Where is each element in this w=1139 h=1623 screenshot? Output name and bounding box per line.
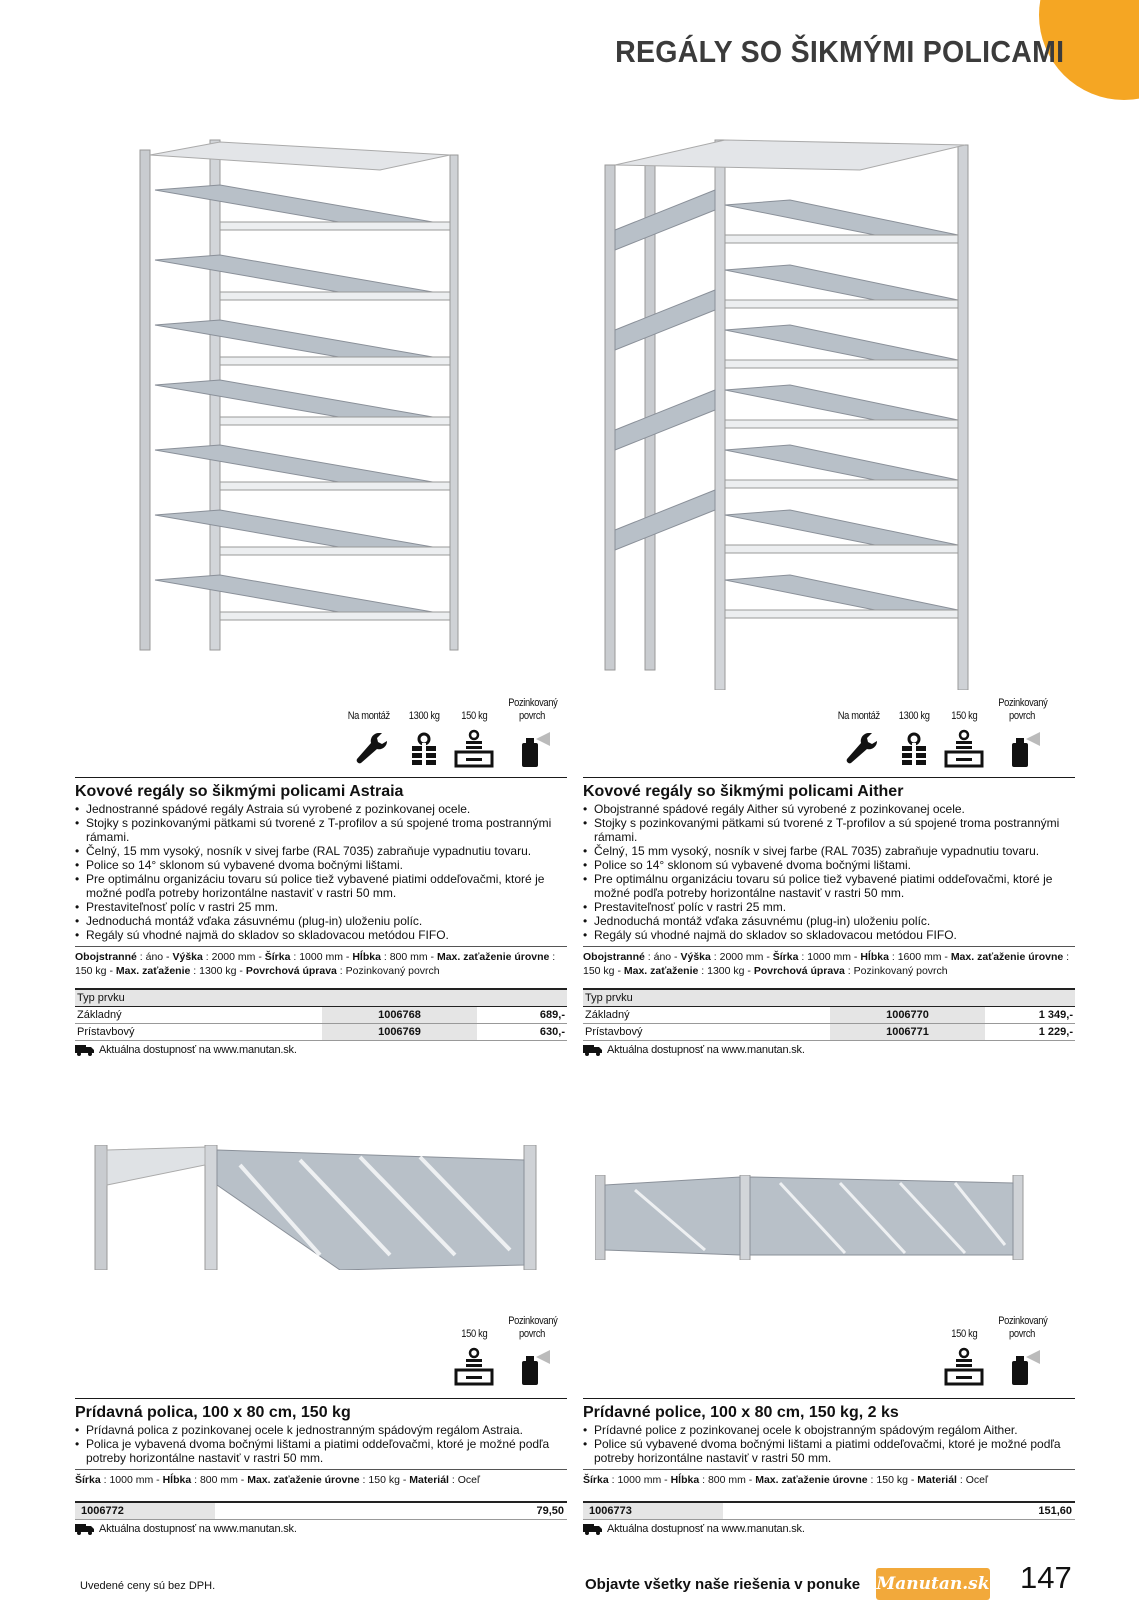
spec-value: áno bbox=[653, 951, 672, 963]
feature-item: • Prestaviteľnosť políc v rastri 25 mm. bbox=[583, 900, 1075, 914]
spec-line: Šírka : 1000 mm - Hĺbka : 800 mm - Max. zaťaženie úrovne : 150 kg - Materiál : Oceľ bbox=[583, 1469, 1075, 1487]
item-price: 151,60 bbox=[1038, 1505, 1072, 1517]
item-code[interactable]: 1006771 bbox=[830, 1024, 985, 1041]
feature-item: • Prídavná polica z pozinkovanej ocele k jednostranným spádovým regálom Astraia. bbox=[75, 1423, 567, 1437]
assembly-label: Na montáž bbox=[348, 710, 391, 722]
shelf-illustration bbox=[595, 1175, 1025, 1260]
spec-key: Obojstranné bbox=[75, 951, 137, 963]
page-title: REGÁLY SO ŠIKMÝMI POLICAMI bbox=[614, 34, 1064, 69]
finish-feature bbox=[504, 697, 560, 769]
rack-illustration bbox=[130, 130, 460, 660]
feature-item: • Prestaviteľnosť políc v rastri 25 mm. bbox=[75, 900, 567, 914]
spec-key: Šírka bbox=[75, 1474, 101, 1486]
shelf-load-icon bbox=[454, 1347, 494, 1387]
item-type: Prístavbový bbox=[583, 1024, 830, 1041]
max-load-label: 1300 kg bbox=[898, 710, 930, 722]
item-price: 630,- bbox=[477, 1024, 567, 1041]
item-type: Prístavbový bbox=[75, 1024, 322, 1041]
item-price: 689,- bbox=[477, 1007, 567, 1024]
availability-note bbox=[583, 1523, 1075, 1535]
availability-link[interactable]: Aktuálna dostupnosť na www.manutan.sk. bbox=[99, 1044, 297, 1056]
product-title: Kovové regály so šikmými policami Astraia bbox=[75, 783, 404, 800]
truck-icon bbox=[583, 1045, 602, 1056]
finish-label: Pozinkovaný povrch bbox=[998, 697, 1048, 722]
spray-can-icon bbox=[512, 1347, 552, 1387]
shelf-load-icon bbox=[944, 1347, 984, 1387]
shelf-illustration bbox=[90, 1145, 540, 1270]
table-header: Typ prvku bbox=[75, 989, 567, 1007]
spec-key: Max. zaťaženie bbox=[623, 965, 699, 977]
spec-value: 150 kg bbox=[75, 965, 107, 977]
spec-value: 800 mm bbox=[389, 951, 428, 963]
feature-item: • Pre optimálnu organizáciu tovaru sú police tiež vybavené piatimi oddeľovačmi, ktoré je možné podľa potreby horizontálne nastaviť v rastri 50 mm. bbox=[75, 872, 567, 900]
table-row bbox=[583, 1024, 1075, 1041]
table-row bbox=[583, 1501, 1075, 1520]
availability-note bbox=[75, 1044, 567, 1056]
item-code[interactable]: 1006768 bbox=[322, 1007, 477, 1024]
spec-value: Oceľ bbox=[965, 1474, 989, 1486]
weight-stack-icon bbox=[404, 729, 444, 769]
shelf-load-icon bbox=[944, 729, 984, 769]
feature-item: • Jednoduchá montáž vďaka zásuvnému (plug-in) uloženiu políc. bbox=[583, 914, 1075, 928]
product-aither bbox=[583, 777, 1075, 1056]
item-code[interactable]: 1006772 bbox=[75, 1503, 215, 1519]
price-table bbox=[75, 988, 567, 1041]
product-title: Prídavná polica, 100 x 80 cm, 150 kg bbox=[75, 1404, 351, 1421]
spec-value: 1300 kg bbox=[199, 965, 237, 977]
table-header: Typ prvku bbox=[583, 989, 1075, 1007]
item-code[interactable]: 1006769 bbox=[322, 1024, 477, 1041]
shelf-image-astraia bbox=[90, 1145, 540, 1270]
rack-illustration bbox=[600, 130, 1010, 690]
item-code[interactable]: 1006773 bbox=[583, 1503, 723, 1519]
spec-key: Šírka bbox=[264, 951, 291, 963]
spec-key: Výška bbox=[172, 951, 203, 963]
level-load-label: 150 kg bbox=[460, 1328, 488, 1340]
finish-label: Pozinkovaný povrch bbox=[998, 1315, 1048, 1340]
finish-feature bbox=[504, 1315, 560, 1387]
table-row bbox=[75, 1007, 567, 1024]
product-shelf-astraia bbox=[75, 1398, 567, 1535]
spec-key: Max. zaťaženie úrovne bbox=[436, 951, 550, 963]
feature-item: • Jednostranné spádové regály Astraia sú vyrobené z pozinkovanej ocele. bbox=[75, 802, 567, 816]
divider bbox=[75, 1398, 567, 1399]
spec-key: Povrchová úprava bbox=[245, 965, 337, 977]
product-astraia bbox=[75, 777, 567, 1056]
product-icons bbox=[810, 697, 1050, 769]
spec-value: 1000 mm bbox=[299, 951, 343, 963]
availability-link[interactable]: Aktuálna dostupnosť na www.manutan.sk. bbox=[607, 1523, 805, 1535]
spec-key: Materiál bbox=[409, 1474, 449, 1486]
brand-logo[interactable]: Manutan.sk bbox=[876, 1568, 990, 1600]
spec-key: Obojstranné bbox=[583, 951, 645, 963]
max-load-label: 1300 kg bbox=[408, 710, 440, 722]
item-price: 1 229,- bbox=[985, 1024, 1075, 1041]
item-code[interactable]: 1006770 bbox=[830, 1007, 985, 1024]
page-number: 147 bbox=[1020, 1560, 1072, 1595]
level-load-feature bbox=[944, 710, 984, 769]
spec-value: Oceľ bbox=[457, 1474, 481, 1486]
spec-key: Max. zaťaženie bbox=[115, 965, 191, 977]
feature-item: • Regály sú vhodné najmä do skladov so skladovacou metódou FIFO. bbox=[583, 928, 1075, 942]
feature-item: • Police sú vybavené dvoma bočnými lištami a piatimi oddeľovačmi, ktoré je možné podľa potreby horizontálne nastaviť v rastri 50 mm. bbox=[583, 1437, 1075, 1465]
spec-value: áno bbox=[145, 951, 164, 963]
feature-item: • Police so 14° sklonom sú vybavené dvoma bočnými lištami. bbox=[583, 858, 1075, 872]
wrench-icon bbox=[839, 729, 879, 769]
truck-icon bbox=[583, 1524, 602, 1535]
spec-value: 800 mm bbox=[707, 1474, 746, 1486]
spec-key: Hĺbka bbox=[670, 1474, 700, 1486]
feature-list bbox=[583, 802, 1075, 942]
divider bbox=[583, 1398, 1075, 1399]
spec-line: Obojstranné : áno - Výška : 2000 mm - Šírka : 1000 mm - Hĺbka : 800 mm - Max. zaťaženie úrovne : 150 kg - Max. zaťaženie : 1300 kg - Povrchová úprava : Pozinkovaný povrch bbox=[75, 946, 567, 978]
spec-value: 2000 mm bbox=[211, 951, 256, 963]
rack-image-aither bbox=[600, 130, 1010, 690]
spec-value: 1000 mm bbox=[807, 951, 851, 963]
spec-line: Obojstranné : áno - Výška : 2000 mm - Šírka : 1000 mm - Hĺbka : 1600 mm - Max. zaťaženie úrovne : 150 kg - Max. zaťaženie : 1300 kg - Povrchová úprava : Pozinkovaný povrch bbox=[583, 946, 1075, 978]
availability-note bbox=[583, 1044, 1075, 1056]
feature-list bbox=[75, 802, 567, 942]
spec-value: 1000 mm bbox=[617, 1474, 662, 1486]
spec-value: 2000 mm bbox=[719, 951, 764, 963]
feature-item: • Obojstranné spádové regály Aither sú vyrobené z pozinkovanej ocele. bbox=[583, 802, 1075, 816]
spec-key: Šírka bbox=[583, 1474, 609, 1486]
wrench-icon bbox=[349, 729, 389, 769]
spec-line: Šírka : 1000 mm - Hĺbka : 800 mm - Max. zaťaženie úrovne : 150 kg - Materiál : Oceľ bbox=[75, 1469, 567, 1487]
vat-note: Uvedené ceny sú bez DPH. bbox=[80, 1580, 216, 1592]
shelf-image-aither bbox=[595, 1175, 1025, 1260]
table-row bbox=[583, 1007, 1075, 1024]
finish-label: Pozinkovaný povrch bbox=[508, 1315, 558, 1340]
spec-value: Pozinkovaný povrch bbox=[853, 965, 948, 977]
spray-can-icon bbox=[512, 729, 552, 769]
finish-feature bbox=[994, 697, 1050, 769]
level-load-label: 150 kg bbox=[950, 1328, 978, 1340]
feature-item: • Polica je vybavená dvoma bočnými lištami a piatimi oddeľovačmi, ktoré je možné podľa potreby horizontálne nastaviť v rastri 50 mm. bbox=[75, 1437, 567, 1465]
level-load-label: 150 kg bbox=[950, 710, 978, 722]
finish-feature bbox=[994, 1315, 1050, 1387]
spec-key: Hĺbka bbox=[162, 1474, 192, 1486]
spec-value: 150 kg bbox=[876, 1474, 908, 1486]
assembly-feature bbox=[344, 710, 394, 769]
feature-item: • Pre optimálnu organizáciu tovaru sú police tiež vybavené piatimi oddeľovačmi, ktoré je možné podľa potreby horizontálne nastaviť v rastri 50 mm. bbox=[583, 872, 1075, 900]
feature-item: • Čelný, 15 mm vysoký, nosník v sivej farbe (RAL 7035) zabraňuje vypadnutiu tovaru. bbox=[75, 844, 567, 858]
spec-key: Hĺbka bbox=[352, 951, 381, 963]
max-load-feature bbox=[404, 710, 444, 769]
table-row bbox=[75, 1501, 567, 1520]
table-row bbox=[75, 1024, 567, 1041]
level-load-label: 150 kg bbox=[460, 710, 488, 722]
rack-image-astraia bbox=[130, 130, 460, 660]
spec-key: Šírka bbox=[772, 951, 799, 963]
max-load-feature bbox=[894, 710, 934, 769]
feature-item: • Jednoduchá montáž vďaka zásuvnému (plug-in) uloženiu políc. bbox=[75, 914, 567, 928]
shelf-load-icon bbox=[454, 729, 494, 769]
assembly-feature bbox=[834, 710, 884, 769]
availability-note bbox=[75, 1523, 567, 1535]
item-price: 79,50 bbox=[536, 1505, 564, 1517]
spec-key: Hĺbka bbox=[860, 951, 889, 963]
spec-key: Max. zaťaženie úrovne bbox=[755, 1474, 868, 1486]
spec-value: Pozinkovaný povrch bbox=[345, 965, 440, 977]
product-title: Prídavné police, 100 x 80 cm, 150 kg, 2 ks bbox=[583, 1404, 899, 1421]
spec-key: Max. zaťaženie úrovne bbox=[247, 1474, 360, 1486]
feature-item: • Prídavné police z pozinkovanej ocele k obojstranným spádovým regálom Aither. bbox=[583, 1423, 1075, 1437]
truck-icon bbox=[75, 1524, 94, 1535]
feature-item: • Stojky s pozinkovanými pätkami sú tvorené z T-profilov a sú spojené troma postrannými rámami. bbox=[75, 816, 567, 844]
product-icons bbox=[930, 1315, 1050, 1387]
level-load-feature bbox=[944, 1328, 984, 1387]
item-type: Základný bbox=[583, 1007, 830, 1024]
spec-key: Povrchová úprava bbox=[753, 965, 845, 977]
spec-value: 800 mm bbox=[199, 1474, 238, 1486]
weight-stack-icon bbox=[894, 729, 934, 769]
footer-cta: Objavte všetky naše riešenia v ponuke bbox=[585, 1576, 861, 1593]
spray-can-icon bbox=[1002, 1347, 1042, 1387]
level-load-feature bbox=[454, 1328, 494, 1387]
spec-value: 150 kg bbox=[583, 965, 615, 977]
spray-can-icon bbox=[1002, 729, 1042, 769]
item-price: 1 349,- bbox=[985, 1007, 1075, 1024]
finish-label: Pozinkovaný povrch bbox=[508, 697, 558, 722]
product-shelf-aither bbox=[583, 1398, 1075, 1535]
feature-list bbox=[75, 1423, 567, 1465]
feature-list bbox=[583, 1423, 1075, 1465]
feature-item: • Čelný, 15 mm vysoký, nosník v sivej farbe (RAL 7035) zabraňuje vypadnutiu tovaru. bbox=[583, 844, 1075, 858]
spec-value: 1600 mm bbox=[897, 951, 942, 963]
feature-item: • Police so 14° sklonom sú vybavené dvoma bočnými lištami. bbox=[75, 858, 567, 872]
divider bbox=[583, 777, 1075, 778]
level-load-feature bbox=[454, 710, 494, 769]
spec-value: 1000 mm bbox=[109, 1474, 154, 1486]
price-table bbox=[583, 988, 1075, 1041]
spec-value: 150 kg bbox=[368, 1474, 400, 1486]
feature-item: • Regály sú vhodné najmä do skladov so skladovacou metódou FIFO. bbox=[75, 928, 567, 942]
spec-key: Materiál bbox=[917, 1474, 957, 1486]
spec-key: Max. zaťaženie úrovne bbox=[950, 951, 1064, 963]
spec-key: Výška bbox=[680, 951, 711, 963]
product-icons bbox=[320, 697, 560, 769]
availability-link[interactable]: Aktuálna dostupnosť na www.manutan.sk. bbox=[607, 1044, 805, 1056]
divider bbox=[75, 777, 567, 778]
item-type: Základný bbox=[75, 1007, 322, 1024]
assembly-label: Na montáž bbox=[838, 710, 881, 722]
product-icons bbox=[440, 1315, 560, 1387]
truck-icon bbox=[75, 1045, 94, 1056]
spec-value: 1300 kg bbox=[707, 965, 745, 977]
availability-link[interactable]: Aktuálna dostupnosť na www.manutan.sk. bbox=[99, 1523, 297, 1535]
feature-item: • Stojky s pozinkovanými pätkami sú tvorené z T-profilov a sú spojené troma postrannými rámami. bbox=[583, 816, 1075, 844]
product-title: Kovové regály so šikmými policami Aither bbox=[583, 783, 904, 800]
